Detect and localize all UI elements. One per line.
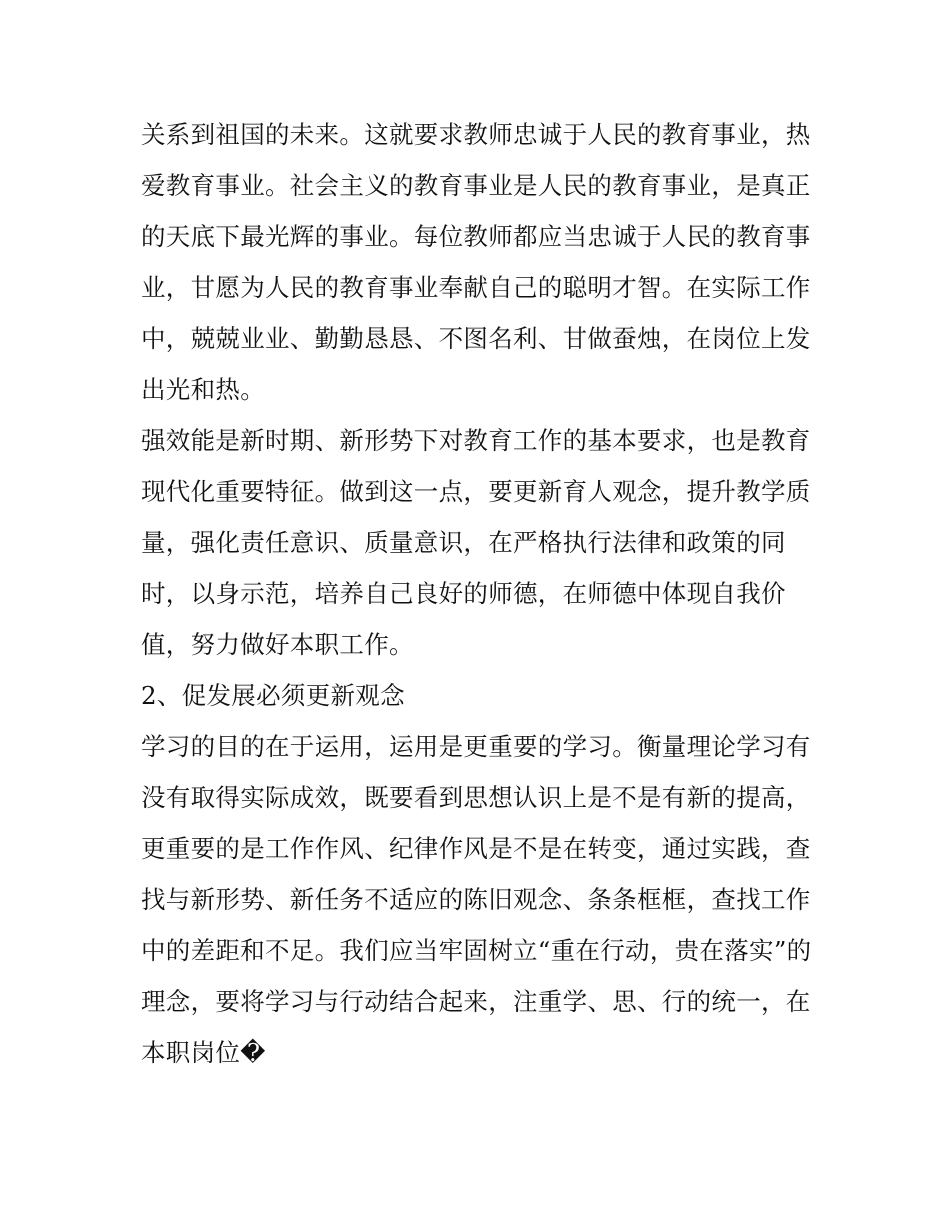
text-line: 出光和热。 [141,375,265,404]
text-line: 爱教育事业。社会主义的教育事业是人民的教育事业，是真正 [141,171,811,200]
text-line: 关系到祖国的未来。这就要求教师忠诚于人民的教育事业，热 [141,120,811,149]
text-line: 中的差距和不足。我们应当牢固树立“重在行动，贵在落实”的 [141,936,812,965]
text-line: 现代化重要特征。做到这一点，要更新育人观念，提升教学质 [141,477,811,506]
text-line: 业，甘愿为人民的教育事业奉献自己的聪明才智。在实际工作 [141,273,811,302]
text-line: 的天底下最光辉的事业。每位教师都应当忠诚于人民的教育事 [141,222,811,251]
text-line: 理念，要将学习与行动结合起来，注重学、思、行的统一，在 [141,987,811,1016]
text-line: 量，强化责任意识、质量意识，在严格执行法律和政策的同 [141,528,786,557]
section-heading: 2、促发展必须更新观念 [141,681,405,710]
text-line: 值，努力做好本职工作。 [141,630,414,659]
text-line: 本职岗位� [141,1038,266,1067]
text-line: 中，兢兢业业、勤勤恳恳、不图名利、甘做蚕烛，在岗位上发 [141,324,811,353]
text-line: 没有取得实际成效，既要看到思想认识上是不是有新的提高， [141,783,811,812]
document-body [141,109,821,1078]
text-line: 时，以身示范，培养自己良好的师德，在师德中体现自我价 [141,579,786,608]
text-line: 更重要的是工作作风、纪律作风是不是在转变，通过实践，查 [141,834,811,863]
text-line: 学习的目的在于运用，运用是更重要的学习。衡量理论学习有 [141,732,811,761]
text-line: 找与新形势、新任务不适应的陈旧观念、条条框框，查找工作 [141,885,811,914]
text-line: 强效能是新时期、新形势下对教育工作的基本要求，也是教育 [141,426,811,455]
